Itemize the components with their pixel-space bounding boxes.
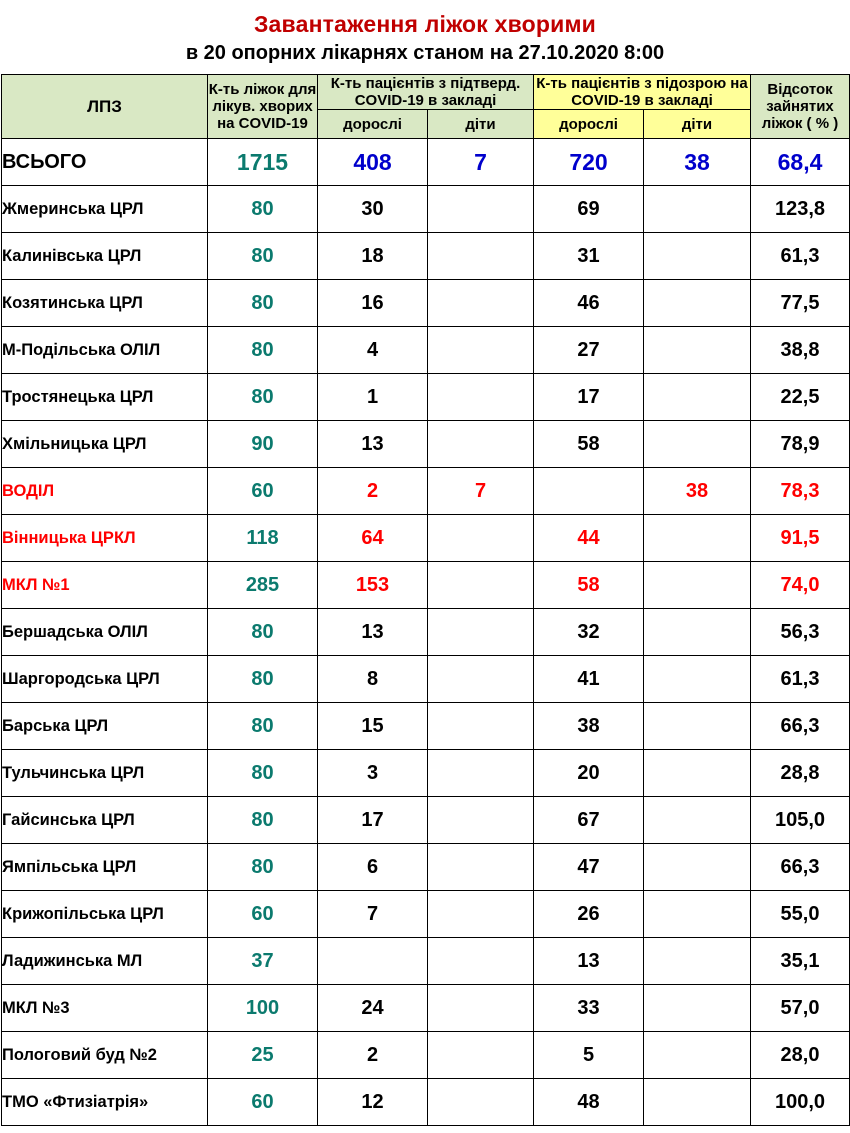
suspected-adults: 5 [534, 1032, 644, 1079]
table-row [2, 233, 850, 280]
suspected-adults: 46 [534, 280, 644, 327]
header-confirmed-children: діти [428, 110, 534, 139]
header-suspected: К-ть пацієнтів з підозрою на COVID-19 в закладі [534, 75, 751, 110]
header-percent: Відсоток зайнятих ліжок ( % ) [751, 75, 850, 139]
beds-occupancy-table [1, 74, 850, 1126]
suspected-adults: 44 [534, 515, 644, 562]
title-subtitle: в 20 опорних лікарнях станом на 27.10.2020 8:00 [185, 42, 665, 64]
facility-name: Бершадська ОЛІЛ [2, 609, 208, 656]
confirmed-adults: 64 [318, 515, 428, 562]
occupancy-percent: 78,9 [751, 421, 850, 468]
suspected-adults [534, 468, 644, 515]
suspected-children [644, 562, 751, 609]
occupancy-percent: 28,0 [751, 1032, 850, 1079]
header-confirmed-adults: дорослі [318, 110, 428, 139]
occupancy-percent: 61,3 [751, 233, 850, 280]
table-row [2, 186, 850, 233]
facility-name: МКЛ №3 [2, 985, 208, 1032]
suspected-children [644, 609, 751, 656]
beds-count: 80 [208, 797, 318, 844]
confirmed-children [428, 421, 534, 468]
suspected-children [644, 797, 751, 844]
suspected-adults: 58 [534, 562, 644, 609]
suspected-children [644, 844, 751, 891]
confirmed-adults: 153 [318, 562, 428, 609]
beds-count: 80 [208, 656, 318, 703]
table-row [2, 421, 850, 468]
beds-count: 100 [208, 985, 318, 1032]
facility-name: М-Подільська ОЛІЛ [2, 327, 208, 374]
facility-name: Гайсинська ЦРЛ [2, 797, 208, 844]
header-lpz: ЛПЗ [2, 75, 208, 139]
table-row [2, 609, 850, 656]
suspected-children: 38 [644, 468, 751, 515]
facility-name: Козятинська ЦРЛ [2, 280, 208, 327]
facility-name: Пологовий буд №2 [2, 1032, 208, 1079]
suspected-adults: 58 [534, 421, 644, 468]
beds-count: 80 [208, 186, 318, 233]
confirmed-adults: 18 [318, 233, 428, 280]
suspected-children [644, 186, 751, 233]
suspected-children [644, 280, 751, 327]
table-row [2, 327, 850, 374]
beds-count: 80 [208, 327, 318, 374]
suspected-children [644, 327, 751, 374]
confirmed-adults: 1 [318, 374, 428, 421]
occupancy-percent: 78,3 [751, 468, 850, 515]
suspected-adults: 31 [534, 233, 644, 280]
suspected-adults: 27 [534, 327, 644, 374]
beds-count: 80 [208, 374, 318, 421]
confirmed-adults: 3 [318, 750, 428, 797]
facility-name: Калинівська ЦРЛ [2, 233, 208, 280]
confirmed-adults: 12 [318, 1079, 428, 1126]
total-percent: 68,4 [751, 139, 850, 186]
confirmed-adults: 13 [318, 421, 428, 468]
confirmed-adults: 15 [318, 703, 428, 750]
occupancy-percent: 28,8 [751, 750, 850, 797]
confirmed-children [428, 891, 534, 938]
confirmed-adults: 24 [318, 985, 428, 1032]
occupancy-percent: 91,5 [751, 515, 850, 562]
facility-name: Барська ЦРЛ [2, 703, 208, 750]
occupancy-percent: 57,0 [751, 985, 850, 1032]
confirmed-adults: 30 [318, 186, 428, 233]
suspected-children [644, 938, 751, 985]
confirmed-adults: 13 [318, 609, 428, 656]
table-row [2, 562, 850, 609]
suspected-children [644, 233, 751, 280]
occupancy-percent: 123,8 [751, 186, 850, 233]
confirmed-adults [318, 938, 428, 985]
total-label: ВСЬОГО [2, 139, 208, 186]
occupancy-percent: 105,0 [751, 797, 850, 844]
table-row [2, 515, 850, 562]
confirmed-children [428, 703, 534, 750]
confirmed-children [428, 797, 534, 844]
confirmed-children [428, 374, 534, 421]
confirmed-children [428, 938, 534, 985]
total-suspected-adults: 720 [534, 139, 644, 186]
table-row [2, 1032, 850, 1079]
confirmed-adults: 2 [318, 1032, 428, 1079]
beds-count: 118 [208, 515, 318, 562]
confirmed-adults: 7 [318, 891, 428, 938]
table-row [2, 891, 850, 938]
table-row [2, 750, 850, 797]
title-main: Завантаження ліжок хворими [253, 11, 597, 37]
suspected-children [644, 750, 751, 797]
occupancy-percent: 56,3 [751, 609, 850, 656]
confirmed-children [428, 327, 534, 374]
occupancy-percent: 74,0 [751, 562, 850, 609]
confirmed-children: 7 [428, 468, 534, 515]
confirmed-adults: 2 [318, 468, 428, 515]
suspected-adults: 32 [534, 609, 644, 656]
suspected-children [644, 421, 751, 468]
confirmed-children [428, 280, 534, 327]
confirmed-children [428, 186, 534, 233]
beds-count: 80 [208, 280, 318, 327]
occupancy-percent: 66,3 [751, 703, 850, 750]
table-row [2, 1079, 850, 1126]
suspected-adults: 26 [534, 891, 644, 938]
confirmed-children [428, 609, 534, 656]
confirmed-children [428, 233, 534, 280]
confirmed-adults: 17 [318, 797, 428, 844]
table-header [2, 75, 850, 139]
beds-count: 60 [208, 891, 318, 938]
table-row [2, 280, 850, 327]
confirmed-children [428, 1032, 534, 1079]
facility-name: Ладижинська МЛ [2, 938, 208, 985]
suspected-children [644, 985, 751, 1032]
suspected-children [644, 1079, 751, 1126]
header-suspected-adults: дорослі [534, 110, 644, 139]
suspected-adults: 13 [534, 938, 644, 985]
facility-name: Хмільницька ЦРЛ [2, 421, 208, 468]
beds-count: 80 [208, 750, 318, 797]
beds-count: 80 [208, 703, 318, 750]
facility-name: ВОДІЛ [2, 468, 208, 515]
confirmed-children [428, 1079, 534, 1126]
facility-name: Жмеринська ЦРЛ [2, 186, 208, 233]
facility-name: МКЛ №1 [2, 562, 208, 609]
beds-count: 285 [208, 562, 318, 609]
suspected-adults: 48 [534, 1079, 644, 1126]
suspected-adults: 17 [534, 374, 644, 421]
facility-name: Тульчинська ЦРЛ [2, 750, 208, 797]
confirmed-adults: 4 [318, 327, 428, 374]
table-body [2, 139, 850, 1126]
occupancy-percent: 22,5 [751, 374, 850, 421]
suspected-adults: 41 [534, 656, 644, 703]
occupancy-percent: 35,1 [751, 938, 850, 985]
confirmed-children [428, 985, 534, 1032]
table-row [2, 938, 850, 985]
header-suspected-children: діти [644, 110, 751, 139]
table-row [2, 468, 850, 515]
suspected-adults: 20 [534, 750, 644, 797]
total-confirmed-adults: 408 [318, 139, 428, 186]
beds-count: 80 [208, 609, 318, 656]
table-row [2, 703, 850, 750]
suspected-adults: 33 [534, 985, 644, 1032]
suspected-children [644, 515, 751, 562]
confirmed-adults: 6 [318, 844, 428, 891]
suspected-adults: 38 [534, 703, 644, 750]
suspected-children [644, 656, 751, 703]
facility-name: Ямпільська ЦРЛ [2, 844, 208, 891]
occupancy-percent: 100,0 [751, 1079, 850, 1126]
suspected-children [644, 891, 751, 938]
table-row [2, 844, 850, 891]
table-row [2, 656, 850, 703]
table-row [2, 374, 850, 421]
suspected-adults: 67 [534, 797, 644, 844]
facility-name: Шаргородська ЦРЛ [2, 656, 208, 703]
suspected-children [644, 703, 751, 750]
header-beds: К-ть ліжок для лікув. хворих на COVID-19 [208, 75, 318, 139]
table-row [2, 797, 850, 844]
confirmed-children [428, 656, 534, 703]
report-title [0, 0, 850, 66]
confirmed-children [428, 844, 534, 891]
occupancy-percent: 66,3 [751, 844, 850, 891]
occupancy-percent: 77,5 [751, 280, 850, 327]
confirmed-adults: 8 [318, 656, 428, 703]
beds-count: 90 [208, 421, 318, 468]
beds-count: 37 [208, 938, 318, 985]
confirmed-children [428, 750, 534, 797]
beds-count: 80 [208, 233, 318, 280]
total-beds: 1715 [208, 139, 318, 186]
facility-name: Крижопільська ЦРЛ [2, 891, 208, 938]
total-confirmed-children: 7 [428, 139, 534, 186]
suspected-adults: 69 [534, 186, 644, 233]
confirmed-adults: 16 [318, 280, 428, 327]
table-row [2, 985, 850, 1032]
beds-count: 60 [208, 468, 318, 515]
beds-count: 60 [208, 1079, 318, 1126]
suspected-children [644, 1032, 751, 1079]
beds-count: 80 [208, 844, 318, 891]
total-suspected-children: 38 [644, 139, 751, 186]
table-row-total [2, 139, 850, 186]
confirmed-children [428, 562, 534, 609]
header-confirmed: К-ть пацієнтів з підтверд. COVID-19 в закладі [318, 75, 534, 110]
beds-count: 25 [208, 1032, 318, 1079]
confirmed-children [428, 515, 534, 562]
facility-name: ТМО «Фтизіатрія» [2, 1079, 208, 1126]
facility-name: Вінницька ЦРКЛ [2, 515, 208, 562]
suspected-children [644, 374, 751, 421]
occupancy-percent: 38,8 [751, 327, 850, 374]
occupancy-percent: 61,3 [751, 656, 850, 703]
suspected-adults: 47 [534, 844, 644, 891]
facility-name: Тростянецька ЦРЛ [2, 374, 208, 421]
occupancy-percent: 55,0 [751, 891, 850, 938]
